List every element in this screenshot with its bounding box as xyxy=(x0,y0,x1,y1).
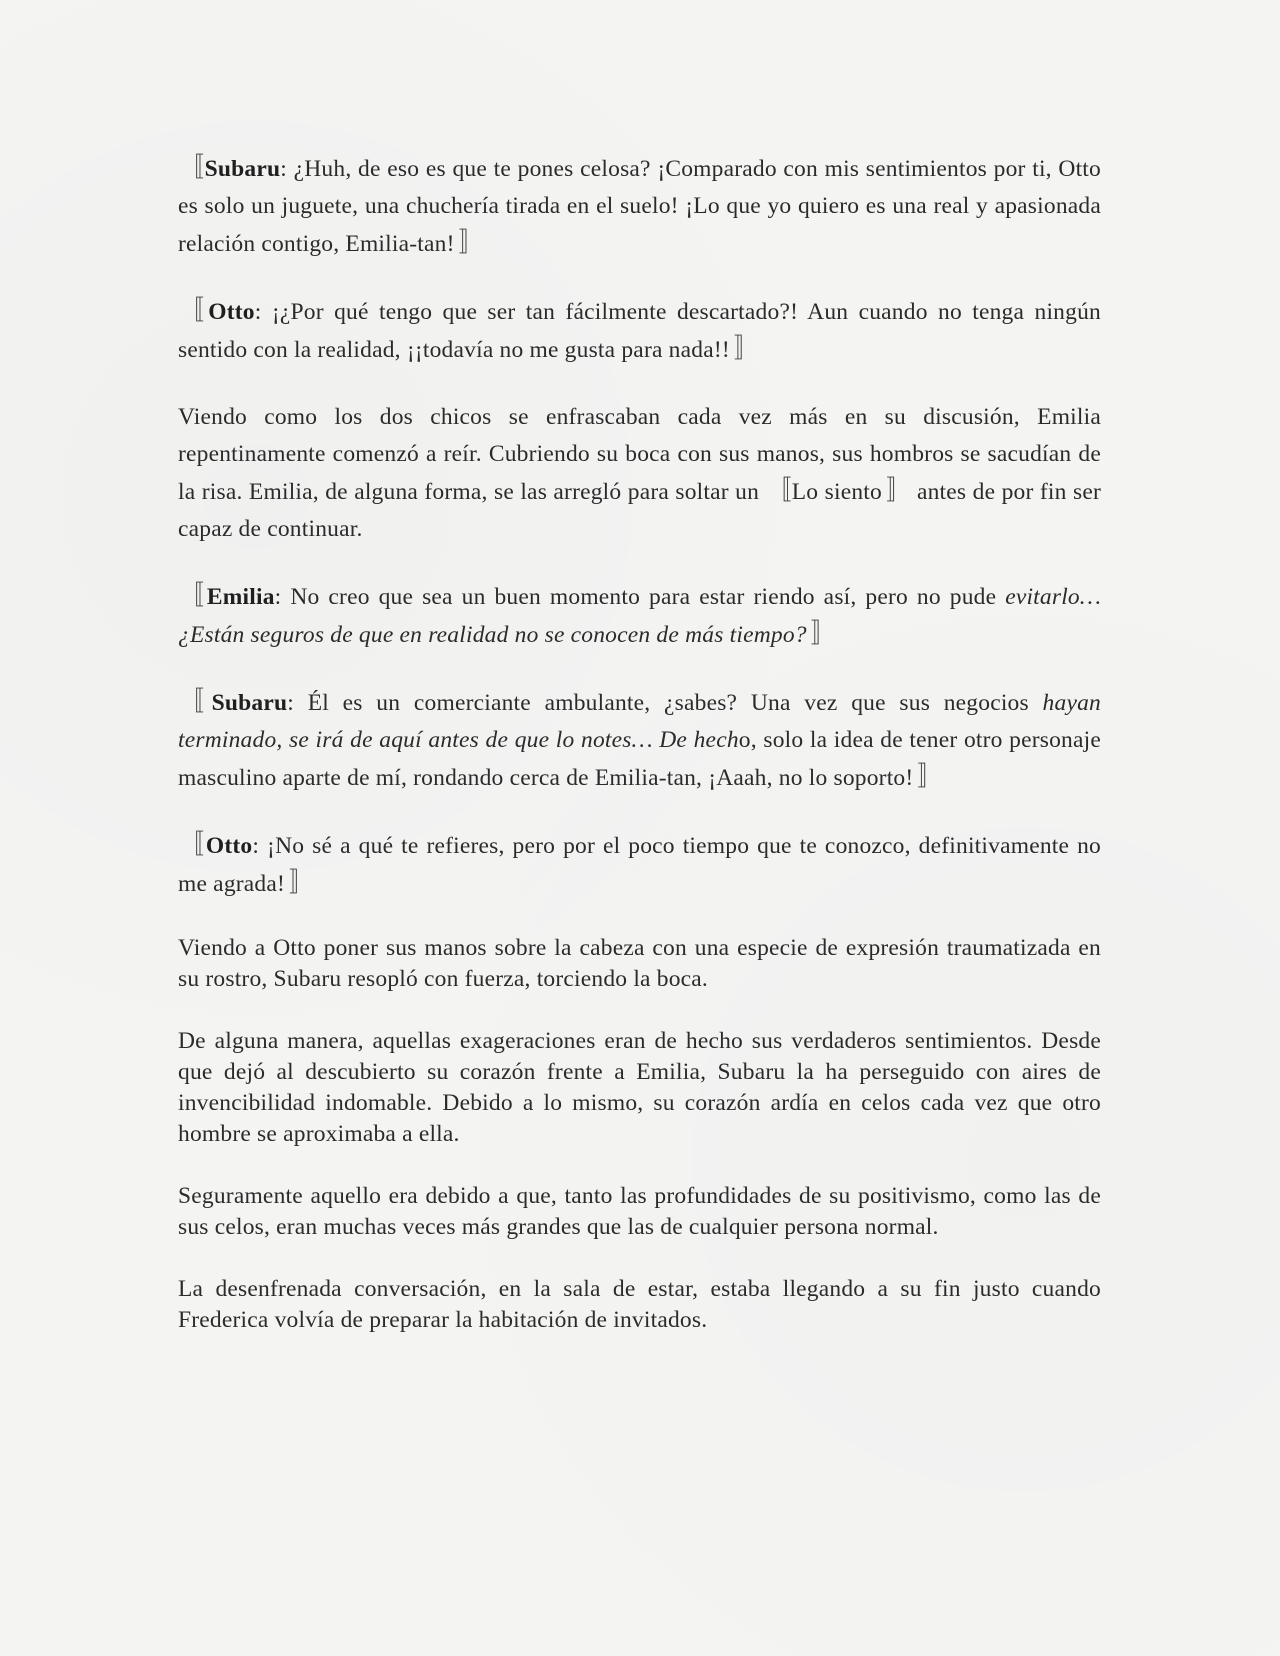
speaker-name: Otto xyxy=(208,299,255,325)
dialog-subaru-1 xyxy=(178,150,1101,263)
open-quote-mark: 〚 xyxy=(178,153,203,183)
open-quote-mark: 〚 xyxy=(178,296,207,326)
close-quote-mark: 〛 xyxy=(733,334,758,364)
quoted-text: Lo siento xyxy=(791,479,882,505)
narration-text: Viendo como los dos chicos se enfrascaban cada vez más en su discusión, Emilia repentinamente comenzó a reír. Cubriendo su boca con sus manos, sus hombros se sacudían de la risa. Emilia, de alguna forma, se las arregló para soltar un xyxy=(178,404,1101,505)
dialog-italic-text: hayan terminado, se irá de aquí antes de que lo notes… De hech xyxy=(178,690,1101,753)
dialog-emilia-1 xyxy=(178,578,1101,654)
close-quote-mark: 〛 xyxy=(885,476,911,506)
narration-paragraph: De alguna manera, aquellas exageraciones eran de hecho sus verdaderos sentimientos. Desde que dejó al descubierto su corazón frente a Emilia, Subaru la ha perseguido con aires de invencibilidad indomable. Debido a lo mismo, su corazón ardía en celos cada vez que otro hombre se aproximaba a ella. xyxy=(178,1028,1101,1147)
close-quote-mark: 〛 xyxy=(917,762,942,792)
dialog-text: : No creo que sea un buen momento para estar riendo así, pero no pude xyxy=(274,584,1006,610)
close-quote-mark: 〛 xyxy=(289,868,314,898)
dialog-text: : ¡No sé a qué te refieres, pero por el poco tiempo que te conozco, definitivamente no me agrada! xyxy=(178,833,1101,897)
narration-text: antes de por fin ser capaz de continuar. xyxy=(178,479,1101,542)
open-quote-mark: 〚 xyxy=(765,476,790,506)
dialog-text: : ¡¿Por qué tengo que ser tan fácilmente descartado?! Aun cuando no tenga ningún sentido con la realidad, ¡¡todavía no me gusta para nada!! xyxy=(178,299,1101,363)
close-quote-mark: 〛 xyxy=(458,228,483,258)
open-quote-mark: 〚 xyxy=(178,687,210,717)
close-quote-mark: 〛 xyxy=(810,619,835,649)
open-quote-mark: 〚 xyxy=(178,581,205,611)
dialog-otto-1 xyxy=(178,293,1101,369)
open-quote-mark: 〚 xyxy=(178,830,204,860)
narration-paragraph: Seguramente aquello era debido a que, tanto las profundidades de su positivismo, como las de sus celos, eran muchas veces más grandes que las de cualquier persona normal. xyxy=(178,1183,1101,1240)
dialog-text: : Él es un comerciante ambulante, ¿sabes? Una vez que sus negocios xyxy=(287,690,1043,716)
dialog-otto-2 xyxy=(178,827,1101,903)
dialog-text: o, solo la idea de tener otro personaje masculino aparte de mí, rondando cerca de Emilia-tan, ¡Aaah, no lo soporto! xyxy=(178,727,1101,791)
narration-emilia-laughs xyxy=(178,399,1101,548)
speaker-name: Emilia xyxy=(206,584,275,610)
text-column xyxy=(178,150,1101,1367)
dialog-text: : ¿Huh, de eso es que te pones celosa? ¡Comparado con mis sentimientos por ti, Otto es solo un juguete, una chuchería tirada en el suelo! ¡Lo que yo quiero es una real y apasionada relación contigo, Emilia-tan! xyxy=(178,156,1101,257)
speaker-name: Subaru xyxy=(204,156,281,182)
speaker-name: Subaru xyxy=(211,690,288,716)
dialog-subaru-2 xyxy=(178,684,1101,797)
speaker-name: Otto xyxy=(205,833,253,859)
dialog-italic-text: evitarlo… ¿Están seguros de que en realidad no se conocen de más tiempo? xyxy=(178,584,1101,648)
narration-paragraph: La desenfrenada conversación, en la sala de estar, estaba llegando a su fin justo cuando Frederica volvía de preparar la habitación de invitados. xyxy=(178,1276,1101,1333)
narration-paragraph: Viendo a Otto poner sus manos sobre la cabeza con una especie de expresión traumatizada en su rostro, Subaru resopló con fuerza, torciendo la boca. xyxy=(178,935,1101,992)
